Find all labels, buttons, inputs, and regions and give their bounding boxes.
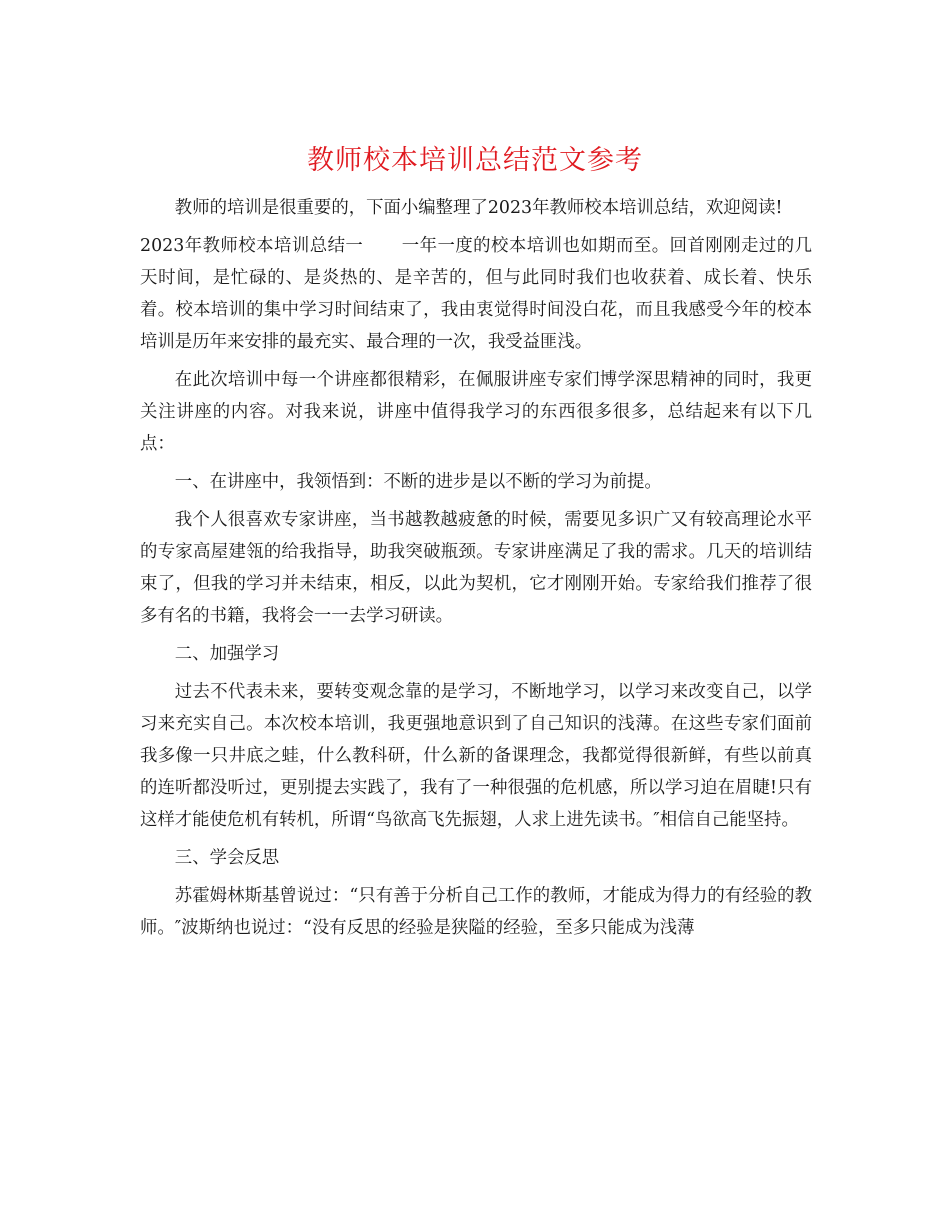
- section-heading: 2023年教师校本培训总结一: [140, 236, 364, 256]
- lecture-paragraph: 在此次培训中每一个讲座都很精彩，在佩服讲座专家们博学深思精神的同时，我更关注讲座的内容。对我来说，讲座中值得我学习的东西很多很多，总结起来有以下几点：: [140, 370, 812, 454]
- document-body: [140, 192, 812, 950]
- section-one-paragraph: [140, 230, 812, 358]
- point-two-paragraph: 过去不代表未来，要转变观念靠的是学习，不断地学习，以学习来改变自己，以学习来充实自己。本次校本培训，我更强地意识到了自己知识的浅薄。在这些专家们面前我多像一只井底之蛙，什么教科研，什么新的备课理念，我都觉得很新鲜，有些以前真的连听都没听过，更别提去实践了，我有了一种很强的危机感，所以学习迫在眉睫!只有这样才能使危机有转机，所谓“鸟欲高飞先振翅，人求上进先读书。″相信自己能坚持。: [140, 682, 812, 830]
- point-one-heading: 一、在讲座中，我领悟到：不断的进步是以不断的学习为前提。: [174, 472, 662, 492]
- point-two-heading: 二、加强学习: [174, 644, 280, 664]
- document-title: 教师校本培训总结范文参考: [307, 145, 643, 176]
- point-one-paragraph: 我个人很喜欢专家讲座，当书越教越疲惫的时候，需要见多识广又有较高理论水平的专家高屋建瓴的给我指导，助我突破瓶颈。专家讲座满足了我的需求。几天的培训结束了，但我的学习并未结束，相反，以此为契机，它才刚刚开始。专家给我们推荐了很多有名的书籍，我将会一一去学习研读。: [140, 510, 812, 626]
- point-three-heading: 三、学会反思: [174, 848, 280, 868]
- intro-paragraph: 教师的培训是很重要的，下面小编整理了2023年教师校本培训总结，欢迎阅读!: [174, 198, 783, 218]
- point-three-paragraph: 苏霍姆林斯基曾说过：“只有善于分析自己工作的教师，才能成为得力的有经验的教师。″波斯纳也说过：“没有反思的经验是狭隘的经验，至多只能成为浅薄: [140, 886, 812, 938]
- section-one-text: 一年一度的校本培训也如期而至。回首刚刚走过的几天时间，是忙碌的、是炎热的、是辛苦的，但与此同时我们也收获着、成长着、快乐着。校本培训的集中学习时间结束了，我由衷觉得时间没白花，而且我感受今年的校本培训是历年来安排的最充实、最合理的一次，我受益匪浅。: [140, 236, 812, 352]
